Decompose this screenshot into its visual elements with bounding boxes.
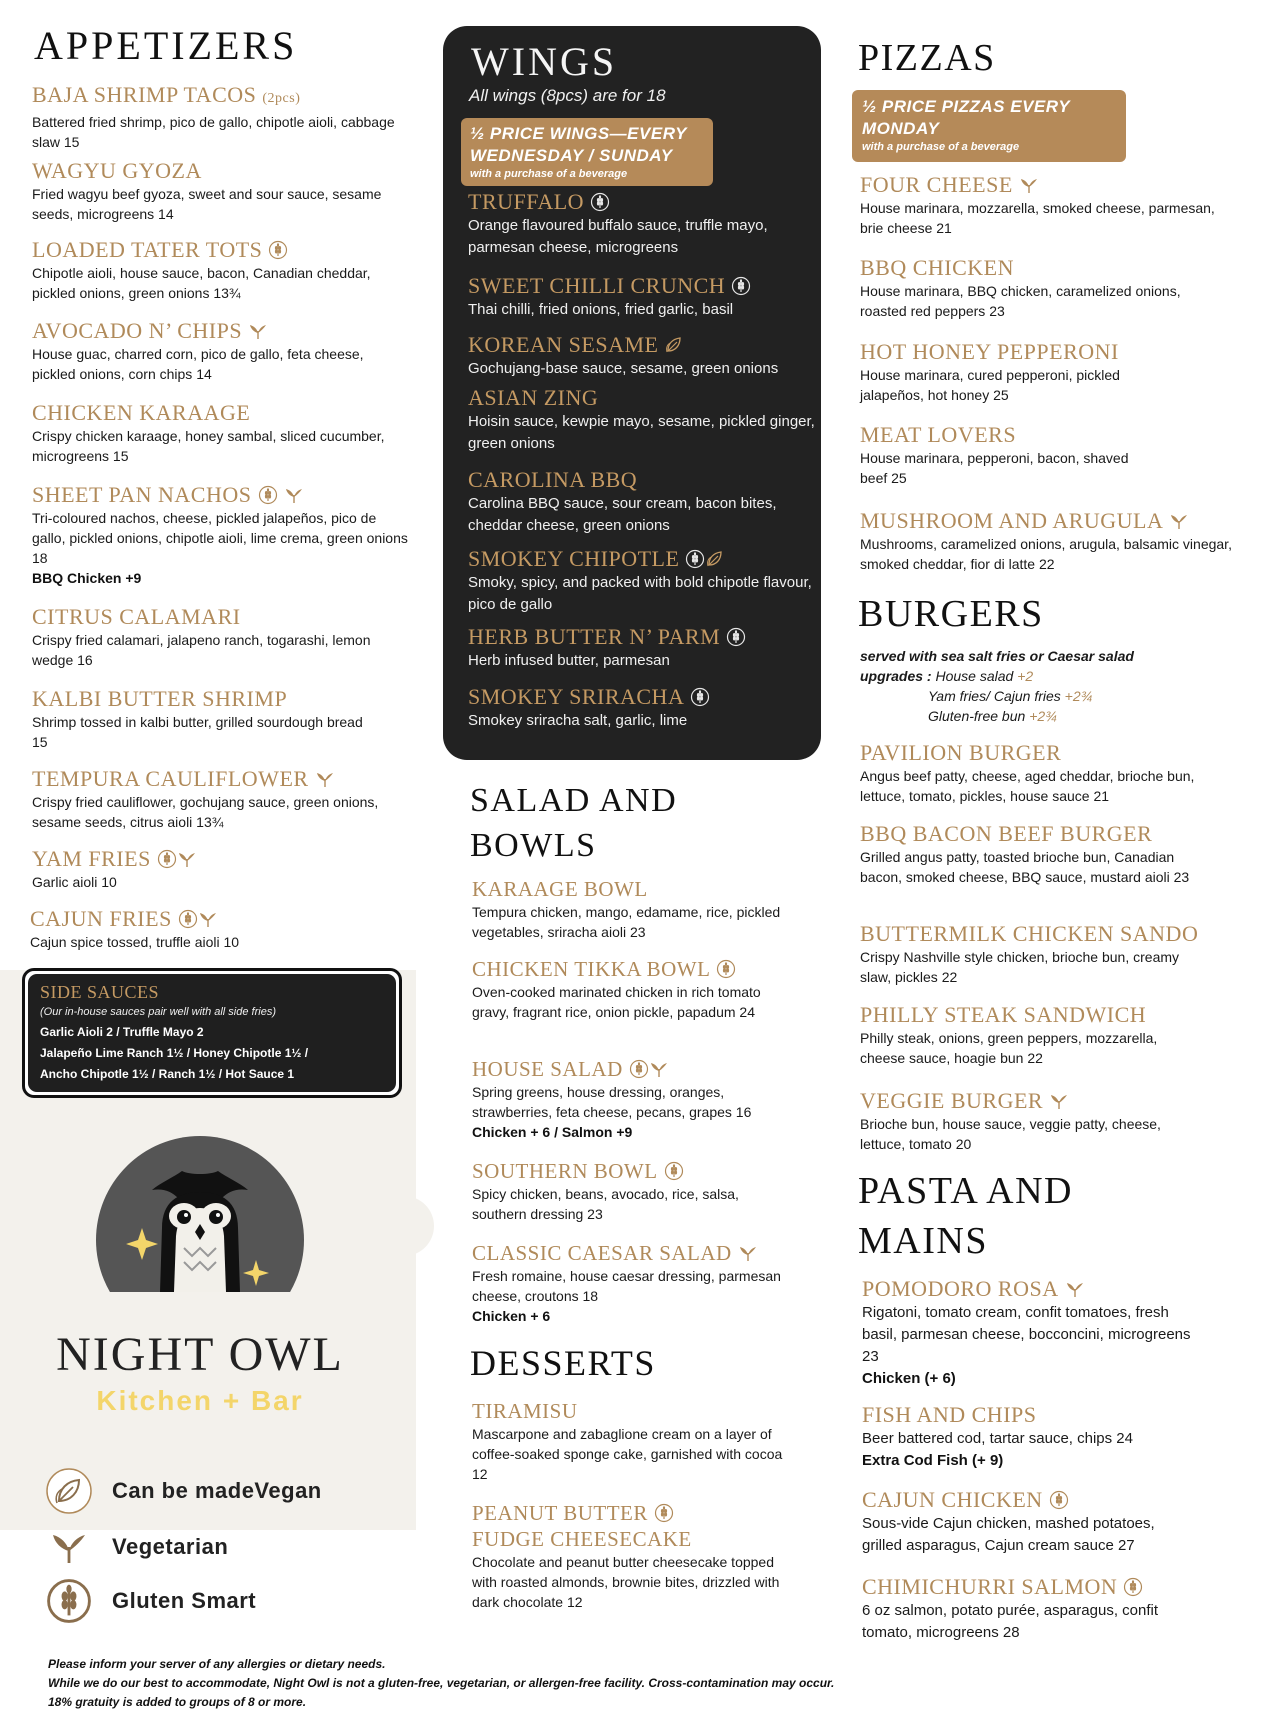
gluten-smart-icon: [685, 549, 705, 569]
item-name: SOUTHERN BOWL: [472, 1158, 792, 1184]
item-name: FOUR CHEESE: [860, 172, 1230, 198]
vegetarian-icon: [284, 485, 304, 505]
sauce-line: Garlic Aioli 2 / Truffle Mayo 2: [40, 1025, 204, 1039]
hand-leaf-icon: [664, 335, 684, 355]
item-name: SMOKEY SRIRACHA: [468, 684, 818, 710]
menu-item: [860, 921, 1200, 987]
item-name: CITRUS CALAMARI: [32, 604, 241, 629]
wheat-icon: [44, 1576, 94, 1626]
menu-item: [862, 1276, 1192, 1390]
gluten-smart-icon: [731, 276, 751, 296]
item-description: Beer battered cod, tartar sauce, chips 24: [862, 1430, 1133, 1447]
wings-subtitle: All wings (8pcs) are for 18: [469, 86, 666, 105]
menu-item: [32, 318, 402, 384]
item-description: Oven-cooked marinated chicken in rich tomato gravy, fragrant rice, onion pickle, papadum 24: [472, 984, 761, 1020]
menu-item: [860, 821, 1200, 887]
legend-vegetarian: [44, 1522, 228, 1572]
leaf-icon: [44, 1466, 94, 1516]
allergy-disclaimer: Please inform your server of any allergies or dietary needs. While we do our best to accommodate, Night Owl is not a gluten-free, vegetarian, or allergen-free facility. Cross-contamination may occur. 18% gratuity is added to groups of 8 or more.: [48, 1657, 835, 1709]
gluten-smart-icon: [654, 1503, 674, 1523]
item-name: MUSHROOM AND ARUGULA: [860, 508, 1240, 534]
item-description: Hoisin sauce, kewpie mayo, sesame, pickled ginger, green onions: [468, 413, 815, 452]
item-name: KARAAGE BOWL: [472, 877, 648, 901]
item-name: WAGYU GYOZA: [32, 158, 202, 183]
menu-item: [468, 332, 818, 380]
item-description: Thai chilli, fried onions, fried garlic, basil: [468, 301, 734, 318]
item-name: FISH AND CHIPS: [862, 1402, 1037, 1427]
menu-item: [860, 339, 1160, 405]
menu-item: [860, 255, 1200, 321]
item-description: Fresh romaine, house caesar dressing, parmesan cheese, croutons 18: [472, 1268, 781, 1304]
item-description: Fried wagyu beef gyoza, sweet and sour sauce, sesame seeds, microgreens 14: [32, 186, 382, 222]
item-name: BUTTERMILK CHICKEN SANDO: [860, 921, 1199, 946]
item-description: Smoky, spicy, and packed with bold chipotle flavour, pico de gallo: [468, 574, 812, 613]
item-description: Cajun spice tossed, truffle aioli 10: [30, 934, 240, 950]
hand-leaf-icon: [705, 549, 725, 569]
menu-item: [32, 482, 412, 588]
item-description: Angus beef patty, cheese, aged cheddar, brioche bun, lettuce, tomato, pickles, house sauce 21: [860, 768, 1195, 804]
item-name: HOUSE SALAD: [472, 1056, 802, 1082]
item-name: PEANUT BUTTER: [472, 1500, 802, 1526]
menu-item: [32, 158, 402, 224]
item-name: VEGGIE BURGER: [860, 1088, 1205, 1114]
legend-gluten-smart: [44, 1576, 256, 1626]
vegetarian-icon: [1049, 1091, 1069, 1111]
menu-item: [468, 385, 818, 455]
gluten-smart-icon: [1049, 1490, 1069, 1510]
item-description: Smokey sriracha salt, garlic, lime: [468, 712, 688, 729]
item-description: House marinara, cured pepperoni, pickled jalapeños, hot honey 25: [860, 367, 1120, 403]
item-description: Garlic aioli 10: [32, 874, 117, 890]
item-description: House guac, charred corn, pico de gallo, feta cheese, pickled onions, corn chips 14: [32, 346, 364, 382]
sprout-icon: [44, 1522, 94, 1572]
item-name: SWEET CHILLI CRUNCH: [468, 273, 818, 299]
gluten-smart-icon: [726, 627, 746, 647]
menu-item: [472, 956, 772, 1022]
item-addon: Chicken + 6 / Salmon +9: [472, 1124, 633, 1140]
item-description: Crispy chicken karaage, honey sambal, sliced cucumber, microgreens 15: [32, 428, 385, 464]
item-description: House marinara, BBQ chicken, caramelized onions, roasted red peppers 23: [860, 283, 1181, 319]
item-description: Crispy Nashville style chicken, brioche bun, creamy slaw, pickles 22: [860, 949, 1180, 985]
gluten-smart-icon: [590, 192, 610, 212]
item-description: 6 oz salmon, potato purée, asparagus, confit tomato, microgreens 28: [862, 1602, 1159, 1641]
item-name: CHIMICHURRI SALMON: [862, 1574, 1192, 1600]
item-description: Sous-vide Cajun chicken, mashed potatoes, grilled asparagus, Cajun cream sauce 27: [862, 1515, 1155, 1554]
item-description: Spring greens, house dressing, oranges, strawberries, feta cheese, pecans, grapes 16: [472, 1084, 752, 1120]
menu-item: [32, 400, 392, 466]
item-description: Brioche bun, house sauce, veggie patty, cheese, lettuce, tomato 20: [860, 1116, 1161, 1152]
menu-item: [30, 906, 400, 952]
menu-item: [468, 467, 820, 537]
item-description: Grilled angus patty, toasted brioche bun, Canadian bacon, smoked cheese, BBQ sauce, mustard aioli 23: [860, 849, 1190, 885]
vegetarian-icon: [248, 321, 268, 341]
item-name: CHICKEN TIKKA BOWL: [472, 956, 772, 982]
burgers-served-note: served with sea salt fries or Caesar salad upgrades : House salad +2 Yam fries/ Cajun fries +2¾ Gluten-free bun +2¾: [860, 648, 1134, 724]
item-description: Shrimp tossed in kalbi butter, grilled sourdough bread 15: [32, 714, 363, 750]
menu-item: [32, 846, 402, 892]
item-description: Chipotle aioli, house sauce, bacon, Canadian cheddar, pickled onions, green onions 13¾: [32, 265, 371, 301]
menu-item: [468, 546, 818, 616]
item-name: SMOKEY CHIPOTLE: [468, 546, 818, 572]
item-description: Tri-coloured nachos, cheese, pickled jalapeños, pico de gallo, pickled onions, chipotle aioli, lime crema, green onions 18: [32, 510, 408, 566]
menu-item: [860, 172, 1230, 238]
item-description: Herb infused butter, parmesan: [468, 652, 670, 669]
item-description: Carolina BBQ sauce, sour cream, bacon bites, cheddar cheese, green onions: [468, 495, 777, 534]
item-description: Battered fried shrimp, pico de gallo, chipotle aioli, cabbage slaw 15: [32, 114, 395, 150]
item-name: KALBI BUTTER SHRIMP: [32, 686, 288, 711]
gluten-smart-icon: [157, 849, 177, 869]
item-description: Mascarpone and zabaglione cream on a layer of coffee-soaked sponge cake, garnished with cocoa 12: [472, 1426, 783, 1482]
item-addon: BBQ Chicken +9: [32, 570, 142, 586]
menu-item: [862, 1487, 1192, 1557]
side-sauces-note: (Our in-house sauces pair well with all side fries): [40, 1006, 276, 1018]
gluten-smart-icon: [716, 959, 736, 979]
item-name: CLASSIC CAESAR SALAD: [472, 1240, 792, 1266]
menu-item: [468, 684, 818, 732]
menu-item: [860, 422, 1130, 488]
item-name: LOADED TATER TOTS: [32, 237, 412, 263]
item-description: Tempura chicken, mango, edamame, rice, pickled vegetables, sriracha aioli 23: [472, 904, 781, 940]
item-description: Mushrooms, caramelized onions, arugula, balsamic vinegar, smoked cheddar, fior di latte 22: [860, 536, 1232, 572]
item-description: Gochujang-base sauce, sesame, green onions: [468, 360, 779, 377]
menu-item: [472, 1500, 802, 1612]
item-name: MEAT LOVERS: [860, 422, 1017, 447]
item-name: CAJUN FRIES: [30, 906, 400, 932]
item-name: ASIAN ZING: [468, 385, 599, 410]
vegetarian-icon: [1019, 175, 1039, 195]
vegetarian-icon: [198, 909, 218, 929]
menu-item: [860, 1088, 1205, 1154]
item-name: BBQ CHICKEN: [860, 255, 1015, 280]
item-name: TEMPURA CAULIFLOWER: [32, 766, 402, 792]
vegetarian-icon: [315, 769, 335, 789]
side-sauces-title: SIDE SAUCES: [40, 982, 160, 1002]
menu-item: [32, 766, 402, 832]
menu-item: [860, 1002, 1200, 1068]
item-name-continued: FUDGE CHEESECAKE: [472, 1527, 692, 1551]
gluten-smart-icon: [664, 1161, 684, 1181]
wings-panel: [443, 26, 821, 760]
owl-logo-notch: [404, 1196, 434, 1256]
vegetarian-icon: [649, 1059, 669, 1079]
vegetarian-icon: [1169, 511, 1189, 531]
menu-item: [472, 876, 822, 942]
item-description: Rigatoni, tomato cream, confit tomatoes, fresh basil, parmesan cheese, bocconcini, microgreens 23: [862, 1304, 1191, 1365]
owl-logo: [96, 1136, 304, 1292]
item-name: YAM FRIES: [32, 846, 402, 872]
menu-item: [472, 1240, 792, 1326]
item-description: Orange flavoured buffalo sauce, truffle mayo, parmesan cheese, microgreens: [468, 217, 768, 256]
item-name: BBQ BACON BEEF BURGER: [860, 821, 1153, 846]
item-name: CHICKEN KARAAGE: [32, 400, 251, 425]
menu-item: [862, 1402, 1192, 1472]
menu-item: [468, 624, 818, 672]
vegetarian-icon: [177, 849, 197, 869]
sauce-line: Ancho Chipotle 1½ / Ranch 1½ / Hot Sauce 1: [40, 1067, 295, 1081]
menu-item: [468, 273, 818, 321]
legend-label: Gluten Smart: [112, 1588, 257, 1613]
gluten-smart-icon: [258, 485, 278, 505]
menu-item: [860, 508, 1240, 574]
menu-item: [860, 740, 1230, 806]
item-name: TIRAMISU: [472, 1399, 578, 1423]
legend-label: Vegetarian: [112, 1534, 229, 1559]
vegetarian-icon: [738, 1243, 758, 1263]
menu-item: [32, 237, 412, 303]
gluten-smart-icon: [1123, 1577, 1143, 1597]
desserts-title: DESSERTS: [470, 1343, 656, 1383]
menu-item: [32, 82, 412, 152]
item-name: TRUFFALO: [468, 189, 818, 215]
item-addon: Chicken (+ 6): [862, 1370, 956, 1387]
gluten-smart-icon: [690, 687, 710, 707]
pasta-title: PASTA AND MAINS: [858, 1170, 1073, 1262]
item-name: POMODORO ROSA: [862, 1276, 1192, 1302]
gluten-smart-icon: [268, 240, 288, 260]
menu-item: [862, 1574, 1192, 1644]
pizzas-title: PIZZAS: [858, 37, 996, 79]
vegetarian-icon: [1065, 1279, 1085, 1299]
item-name: HERB BUTTER N’ PARM: [468, 624, 818, 650]
item-addon: Chicken + 6: [472, 1308, 551, 1324]
legend-vegan: [44, 1466, 322, 1516]
appetizers-title: APPETIZERS: [34, 23, 298, 68]
item-name: PAVILION BURGER: [860, 740, 1062, 765]
menu-item: [468, 189, 818, 259]
item-addon: Extra Cod Fish (+ 9): [862, 1452, 1004, 1469]
item-description: Philly steak, onions, green peppers, mozzarella, cheese sauce, hoagie bun 22: [860, 1030, 1158, 1066]
burgers-title: BURGERS: [858, 593, 1044, 635]
menu-item: [472, 1398, 792, 1484]
gluten-smart-icon: [178, 909, 198, 929]
item-name: CAJUN CHICKEN: [862, 1487, 1192, 1513]
item-description: Crispy fried cauliflower, gochujang sauce, green onions, sesame seeds, citrus aioli 13¾: [32, 794, 379, 830]
item-name: HOT HONEY PEPPERONI: [860, 339, 1119, 364]
menu-item: [32, 686, 372, 752]
menu-item: [472, 1056, 802, 1142]
salads-title: SALAD AND BOWLS: [470, 782, 678, 864]
item-description: Chocolate and peanut butter cheesecake topped with roasted almonds, brownie bites, drizzled with dark chocolate 12: [472, 1554, 780, 1610]
pizzas-promo: ½ PRICE PIZZAS EVERY MONDAY with a purchase of a beverage: [852, 90, 1126, 162]
item-name: SHEET PAN NACHOS: [32, 482, 412, 508]
side-sauces-box: [22, 968, 402, 1098]
brand-subtitle: Kitchen + Bar: [96, 1385, 304, 1416]
menu-item: [32, 604, 402, 670]
item-description: Spicy chicken, beans, avocado, rice, salsa, southern dressing 23: [472, 1186, 739, 1222]
item-name: BAJA SHRIMP TACOS (2pcs): [32, 82, 301, 107]
menu-item: [472, 1158, 792, 1224]
item-name: AVOCADO N’ CHIPS: [32, 318, 402, 344]
item-description: Crispy fried calamari, jalapeno ranch, togarashi, lemon wedge 16: [32, 632, 371, 668]
wings-title: WINGS: [471, 39, 618, 84]
sauce-line: Jalapeño Lime Ranch 1½ / Honey Chipotle 1½ /: [40, 1046, 309, 1060]
wings-promo: ½ PRICE WINGS—EVERY WEDNESDAY / SUNDAY with a purchase of a beverage: [461, 118, 713, 186]
item-name: KOREAN SESAME: [468, 332, 818, 358]
item-description: House marinara, pepperoni, bacon, shaved beef 25: [860, 450, 1129, 486]
item-name: PHILLY STEAK SANDWICH: [860, 1002, 1147, 1027]
gluten-smart-icon: [629, 1059, 649, 1079]
item-description: House marinara, mozzarella, smoked cheese, parmesan, brie cheese 21: [860, 200, 1215, 236]
item-name: CAROLINA BBQ: [468, 467, 638, 492]
legend-label: Can be madeVegan: [112, 1478, 322, 1503]
brand-title: NIGHT OWL: [56, 1328, 344, 1381]
